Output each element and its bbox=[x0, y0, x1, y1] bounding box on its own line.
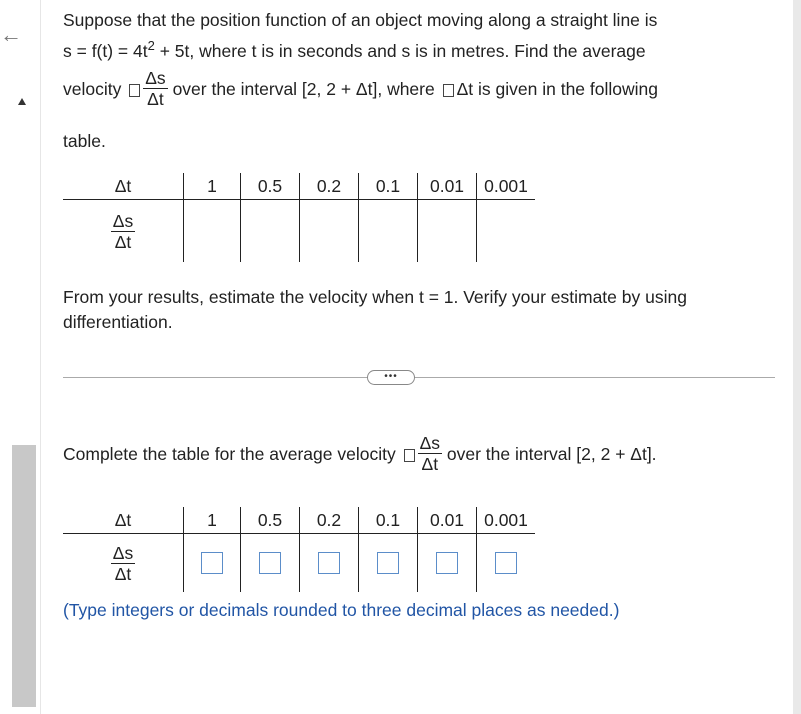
avg-velocity-fraction bbox=[143, 68, 167, 109]
answer-input-2[interactable] bbox=[259, 552, 281, 574]
question-line-2 bbox=[63, 37, 773, 65]
scrollbar-thumb[interactable] bbox=[12, 445, 36, 707]
table-cell: 0.2 bbox=[300, 507, 359, 534]
table-cell bbox=[241, 200, 300, 263]
table-row-label bbox=[63, 200, 184, 263]
question-line-2-rest: + 5t, where t is in seconds and s is in metres. Find the average bbox=[154, 41, 646, 61]
answer-input-6[interactable] bbox=[495, 552, 517, 574]
table-cell: 0.1 bbox=[359, 507, 418, 534]
placeholder-box-icon bbox=[129, 84, 140, 97]
interval-text: over the interval [2, 2 + Δt]. bbox=[446, 444, 657, 464]
answer-input-4[interactable] bbox=[377, 552, 399, 574]
placeholder-box-icon bbox=[404, 449, 415, 462]
interval-text: over the interval [2, 2 + Δt], where bbox=[172, 79, 435, 99]
table-cell: 1 bbox=[184, 173, 241, 200]
table-cell: 0.5 bbox=[241, 507, 300, 534]
table-cell bbox=[184, 200, 241, 263]
frac-numerator: Δs bbox=[112, 542, 134, 563]
table-header-dt: Δt bbox=[63, 173, 184, 200]
placeholder-box-icon bbox=[443, 84, 454, 97]
position-function: s = f(t) = 4t bbox=[63, 41, 148, 61]
answer-input-3[interactable] bbox=[318, 552, 340, 574]
answer-cell bbox=[241, 534, 300, 593]
prompt-text: Complete the table for the average velocity bbox=[63, 444, 396, 464]
answer-cell bbox=[359, 534, 418, 593]
frac-numerator: Δs bbox=[419, 432, 441, 453]
answer-input-5[interactable] bbox=[436, 552, 458, 574]
table-cell: 0.001 bbox=[477, 507, 536, 534]
question-line-1: Suppose that the position function of an object moving along a straight line is bbox=[63, 10, 658, 30]
collapse-arrow-icon[interactable] bbox=[18, 98, 26, 105]
answer-cell bbox=[418, 534, 477, 593]
answer-cell bbox=[300, 534, 359, 593]
table-cell: 0.01 bbox=[418, 507, 477, 534]
question-line-3 bbox=[63, 69, 773, 111]
table-header-dt: Δt bbox=[63, 507, 184, 534]
table-row-label bbox=[63, 534, 184, 593]
right-scrollbar[interactable] bbox=[793, 0, 801, 714]
answer-cell bbox=[184, 534, 241, 593]
back-arrow-icon[interactable]: ← bbox=[0, 22, 22, 47]
divider bbox=[63, 377, 775, 378]
table-cell: 0.5 bbox=[241, 173, 300, 200]
part-prompt bbox=[63, 424, 783, 484]
exponent: 2 bbox=[147, 38, 155, 54]
table-cell bbox=[300, 200, 359, 263]
table-cell: 0.1 bbox=[359, 173, 418, 200]
answer-table bbox=[63, 507, 535, 592]
table-cell bbox=[418, 200, 477, 263]
table-text: Δt is given in the following bbox=[456, 79, 658, 99]
table-cell: 1 bbox=[184, 507, 241, 534]
answer-cell bbox=[477, 534, 536, 593]
frac-denominator: Δt bbox=[114, 231, 132, 252]
frac-numerator: Δs bbox=[145, 67, 166, 88]
question-line-4: table. bbox=[63, 131, 106, 151]
table-cell: 0.01 bbox=[418, 173, 477, 200]
avg-velocity-fraction bbox=[418, 433, 442, 474]
table-cell bbox=[359, 200, 418, 263]
given-table bbox=[63, 173, 535, 262]
answer-input-1[interactable] bbox=[201, 552, 223, 574]
frac-denominator: Δt bbox=[147, 88, 164, 109]
table-cell bbox=[477, 200, 536, 263]
velocity-word: velocity bbox=[63, 79, 122, 99]
table-cell: 0.2 bbox=[300, 173, 359, 200]
estimate-instruction: From your results, estimate the velocity when t = 1. Verify your estimate by using differentiation. bbox=[63, 287, 687, 332]
more-button[interactable]: ••• bbox=[367, 370, 415, 385]
frac-numerator: Δs bbox=[112, 210, 134, 231]
instruction-note: (Type integers or decimals rounded to three decimal places as needed.) bbox=[63, 600, 620, 620]
table-cell: 0.001 bbox=[477, 173, 536, 200]
frac-denominator: Δt bbox=[421, 453, 439, 474]
frac-denominator: Δt bbox=[114, 563, 132, 584]
